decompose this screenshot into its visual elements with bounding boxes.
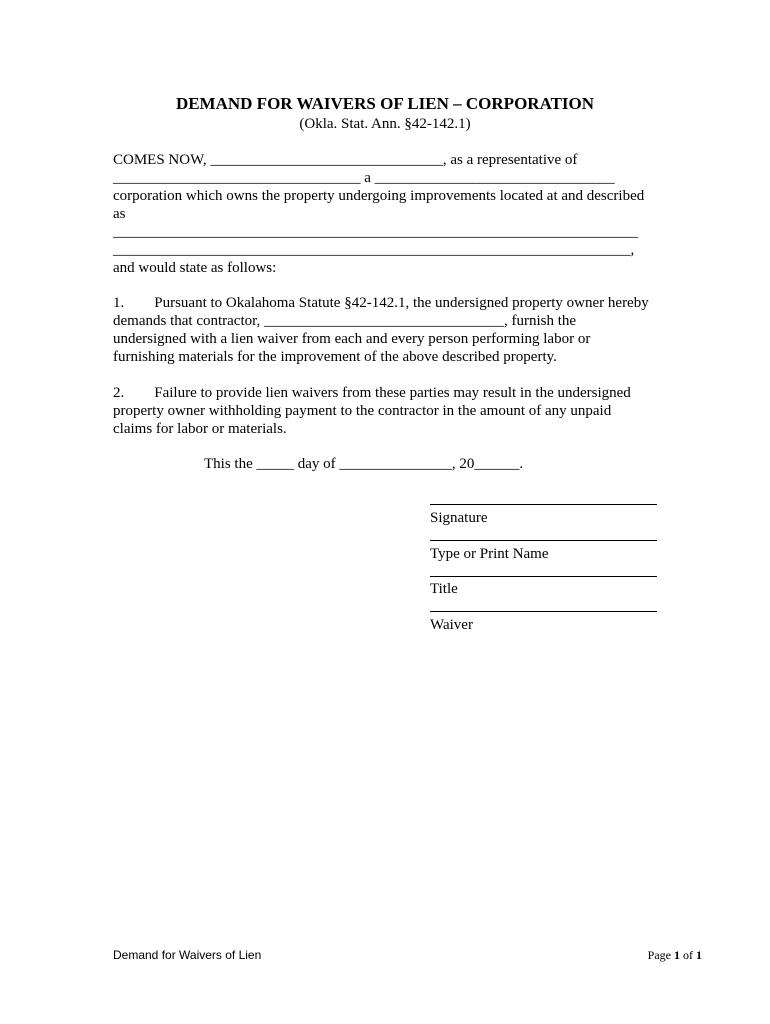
waiver-rule	[430, 611, 657, 612]
document-subtitle: (Okla. Stat. Ann. §42-142.1)	[299, 116, 471, 132]
paragraph-line: 1. Pursuant to Okalahoma Statute §42-142.1, the undersigned property owner hereby	[113, 295, 649, 311]
name-label: Type or Print Name	[430, 546, 549, 562]
paragraph-line: 2. Failure to provide lien waivers from these parties may result in the undersigned	[113, 385, 631, 401]
paragraph-line: property owner withholding payment to the contractor in the amount of any unpaid	[113, 403, 612, 419]
property-description-blank: _____________________________________________________________________,	[113, 242, 635, 258]
page-of: of	[680, 948, 696, 962]
signature-label: Signature	[430, 510, 488, 526]
paragraph-line: furnishing materials for the improvement of the above described property.	[113, 349, 557, 365]
waiver-label: Waiver	[430, 617, 473, 633]
intro-line: COMES NOW, _______________________________, as a representative of	[113, 152, 578, 168]
title-rule	[430, 576, 657, 577]
paragraph-line: claims for labor or materials.	[113, 421, 287, 437]
paragraph-line: undersigned with a lien waiver from each and every person performing labor or	[113, 331, 591, 347]
intro-line: and would state as follows:	[113, 260, 277, 276]
footer-document-name: Demand for Waivers of Lien	[113, 948, 262, 962]
title-label: Title	[430, 581, 458, 597]
name-rule	[430, 540, 657, 541]
page-total: 1	[696, 948, 702, 962]
date-line: This the _____ day of _______________, 20______.	[204, 456, 524, 472]
property-description-blank: ______________________________________________________________________	[113, 224, 638, 240]
page-prefix: Page	[647, 948, 674, 962]
intro-line: _________________________________ a ________________________________	[113, 170, 615, 186]
page-current: 1	[674, 948, 680, 962]
footer-page-number	[648, 948, 702, 963]
document-title: DEMAND FOR WAIVERS OF LIEN – CORPORATION	[175, 94, 595, 113]
paragraph-line: demands that contractor, ________________________________, furnish the	[113, 313, 577, 329]
signature-rule	[430, 504, 657, 505]
intro-line: as	[113, 206, 126, 222]
intro-line: corporation which owns the property undergoing improvements located at and described	[113, 188, 645, 204]
